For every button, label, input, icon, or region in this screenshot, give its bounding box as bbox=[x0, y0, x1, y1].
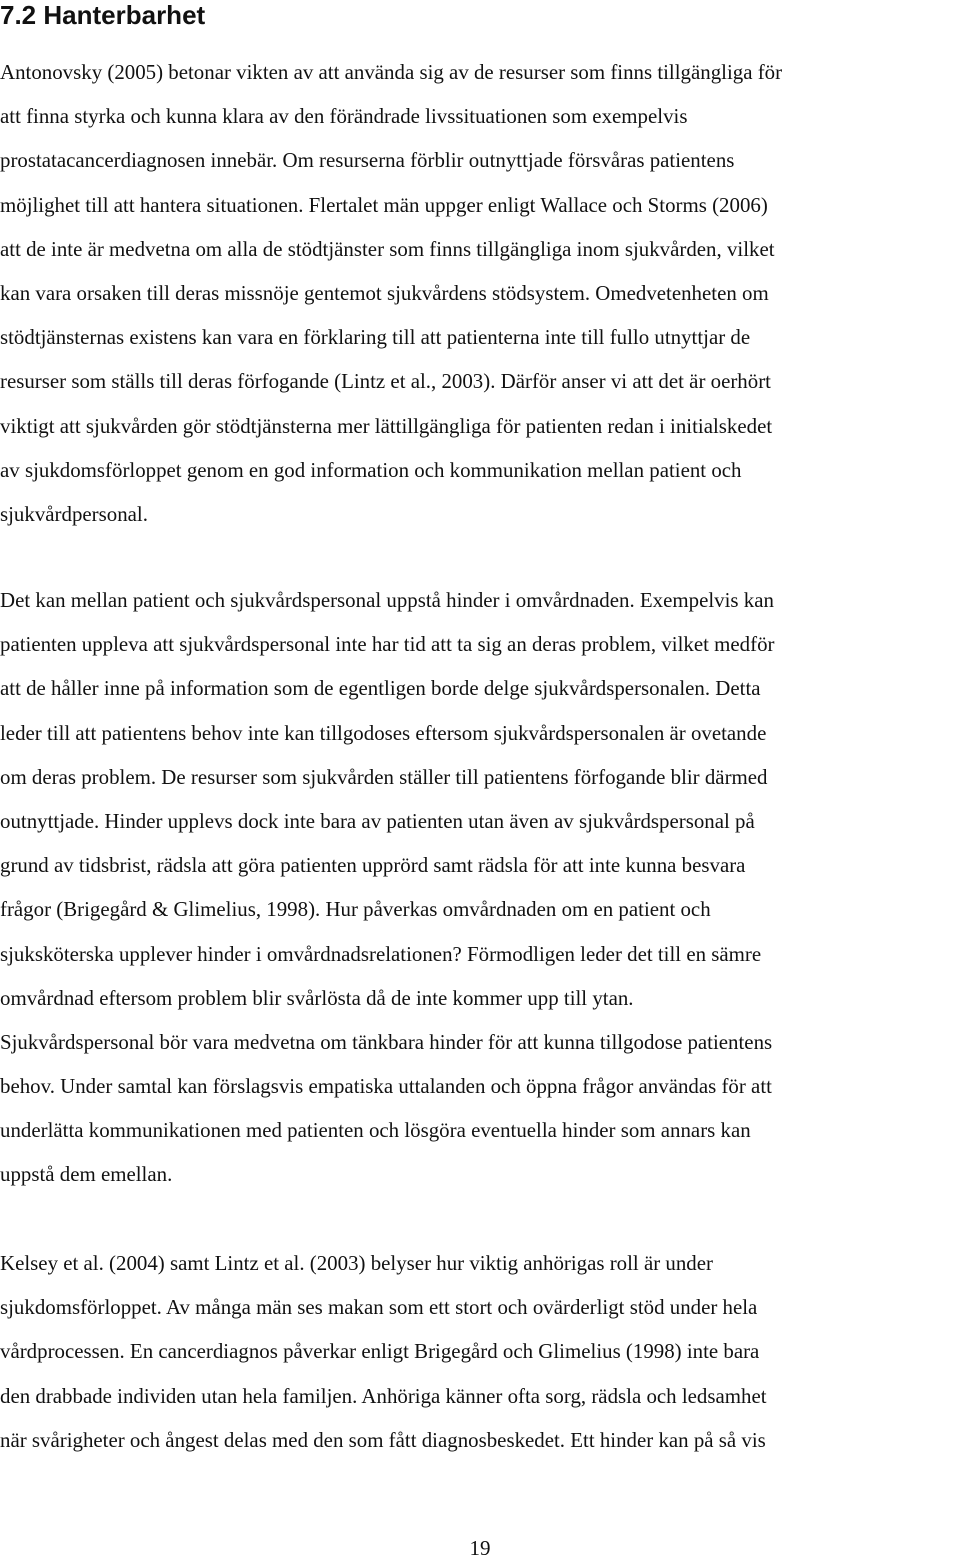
text-line: omvårdnad eftersom problem blir svårlösta då de inte kommer upp till ytan. bbox=[0, 985, 634, 1010]
text-line: viktigt att sjukvården gör stödtjänsterna mer lättillgängliga för patienten redan i initialskedet bbox=[0, 413, 773, 438]
text-line: Sjukvårdspersonal bör vara medvetna om tänkbara hinder för att kunna tillgodose patientens bbox=[0, 1029, 773, 1054]
paragraph-2 bbox=[0, 578, 960, 1197]
text-line: när svårigheter och ångest delas med den som fått diagnosbeskedet. Ett hinder kan på så vis bbox=[0, 1427, 766, 1452]
text-line: sjuksköterska upplever hinder i omvårdnadsrelationen? Förmodligen leder det till en sämre bbox=[0, 941, 762, 966]
text-line: Det kan mellan patient och sjukvårdspersonal uppstå hinder i omvårdnaden. Exempelvis kan bbox=[0, 588, 774, 612]
text-line: underlätta kommunikationen med patienten och lösgöra eventuella hinder som annars kan bbox=[0, 1118, 751, 1143]
text-line: sjukdomsförloppet. Av många män ses makan som ett stort och ovärderligt stöd under hela bbox=[0, 1295, 758, 1320]
text-line: outnyttjade. Hinder upplevs dock inte bara av patienten utan även av sjukvårdspersonal på bbox=[0, 808, 755, 833]
text-line: resurser som ställs till deras förfogande (Lintz et al., 2003). Därför anser vi att det är oerhört bbox=[0, 369, 771, 394]
text-line: att finna styrka och kunna klara av den förändrade livssituationen som exempelvis bbox=[0, 104, 688, 129]
text-line: vårdprocessen. En cancerdiagnos påverkar enligt Brigegård och Glimelius (1998) inte bara bbox=[0, 1339, 760, 1364]
text-line: kan vara orsaken till deras missnöje gentemot sjukvårdens stödsystem. Omedvetenheten om bbox=[0, 280, 769, 305]
text-line: uppstå dem emellan. bbox=[0, 1162, 173, 1187]
text-line: behov. Under samtal kan förslagsvis empatiska uttalanden och öppna frågor användas för att bbox=[0, 1074, 772, 1099]
text-line: att de inte är medvetna om alla de stödtjänster som finns tillgängliga inom sjukvården, vilket bbox=[0, 236, 775, 261]
text-line: grund av tidsbrist, rädsla att göra patienten upprörd samt rädsla för att inte kunna besvara bbox=[0, 853, 746, 878]
page-number: 19 bbox=[469, 1536, 491, 1560]
text-line: om deras problem. De resurser som sjukvården ställer till patientens förfogande blir därmed bbox=[0, 764, 768, 789]
text-line: frågor (Brigegård & Glimelius, 1998). Hur påverkas omvårdnaden om en patient och bbox=[0, 897, 711, 922]
text-line: stödtjänsternas existens kan vara en förklaring till att patienterna inte till fullo utnyttjar de bbox=[0, 325, 751, 350]
text-line: prostatacancerdiagnosen innebär. Om resurserna förblir outnyttjade försvåras patientens bbox=[0, 148, 735, 173]
text-line: att de håller inne på information som de egentligen borde delge sjukvårdspersonalen. Detta bbox=[0, 676, 761, 701]
text-line: möjlighet till att hantera situationen. Flertalet män uppger enligt Wallace och Storms (2006) bbox=[0, 192, 768, 217]
text-line: leder till att patientens behov inte kan tillgodoses eftersom sjukvårdspersonalen är ovetande bbox=[0, 720, 767, 745]
paragraph-1 bbox=[0, 50, 960, 536]
text-line: patienten uppleva att sjukvårdspersonal inte har tid att ta sig an deras problem, vilket medför bbox=[0, 632, 775, 657]
text-line: Kelsey et al. (2004) samt Lintz et al. (2003) belyser hur viktig anhörigas roll är under bbox=[0, 1251, 713, 1275]
text-line: sjukvårdpersonal. bbox=[0, 501, 148, 526]
text-line: Antonovsky (2005) betonar vikten av att använda sig av de resurser som finns tillgängliga för bbox=[0, 60, 783, 84]
text-line: av sjukdomsförloppet genom en god information och kommunikation mellan patient och bbox=[0, 457, 742, 482]
section-heading: 7.2 Hanterbarhet bbox=[0, 0, 206, 30]
paragraph-3 bbox=[0, 1241, 960, 1462]
text-line: den drabbade individen utan hela familjen. Anhöriga känner ofta sorg, rädsla och ledsamhet bbox=[0, 1383, 767, 1408]
